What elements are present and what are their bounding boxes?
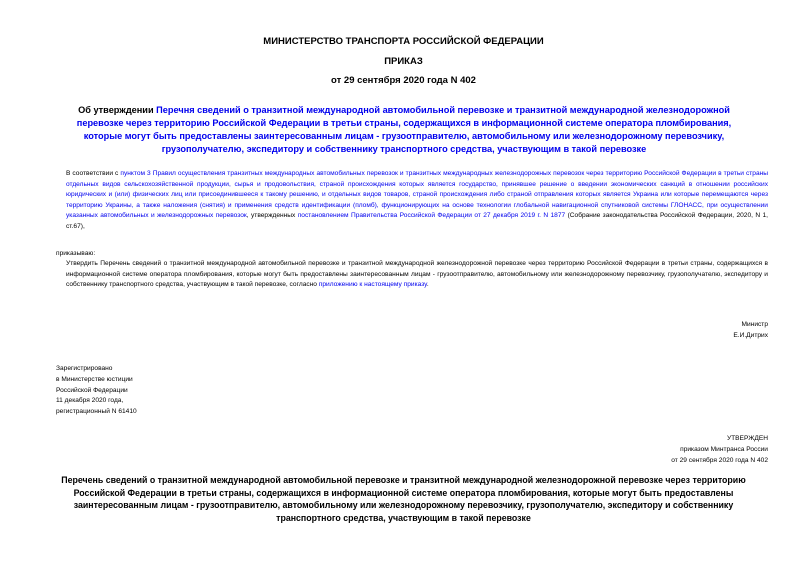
rules-link[interactable]: пунктом 3 Правил осуществления транзитных международных автомобильных перевозок и транзитных международных железнодорожных перевозок через территорию Российской Федерации в третьи страны отдельных видов сельскохозяйственной продукции, сырья и продовольствия, страной происхождения которых является государство, принявшее решение о введении экономических санкций в отношении российских юридических и (или) физических лиц или присоединившееся к такому решению, и отдельных видов товаров, страной происхождения либо страной отправления которых является Украина или которые перемещаются через территорию Украины, а также наложения (снятия) и применения средств идентификации (пломб), функционирующих на основе технологии глобальной навигационной спутниковой системы ГЛОНАСС, при осуществлении указанных автомобильных и железнодорожных перевозок [66, 170, 769, 220]
order-verb: приказываю: [56, 250, 96, 257]
order-date: от 29 сентября 2020 года N 402 [331, 75, 476, 86]
registration-block [56, 364, 137, 418]
approval-stamp [560, 433, 768, 466]
preamble-text-start: В соответствии с [66, 170, 121, 177]
appendix-title: Перечень сведений о транзитной международной автомобильной перевозке и транзитной международной железнодорожной перевозке через территорию Российской Федерации в третьи страны, содержащихся в информационной системе оператора пломбирования, которые могут быть предоставлены заинтересованным лицам - грузоотправителю, автомобильному или железнодорожному перевозчику, грузополучателю, экспедитору и собственнику транспортного средства, участвующим в такой перевозке [61, 475, 746, 523]
signature-block [600, 319, 768, 341]
decision-text: Утвердить Перечень сведений о транзитной международной автомобильной перевозке и транзитной международной железнодорожной перевозке через территорию Российской Федерации в третьи страны, содержащихся в информационной системе оператора пломбирования, которые могут быть предоставлены заинтересованным лицам - грузоотправителю, автомобильному или железнодорожному перевозчику, грузополучателю, экспедитору и собственнику транспортного средства, участвующим в такой перевозке, согласно [66, 260, 768, 289]
approval-line: УТВЕРЖДЕН [726, 435, 768, 442]
order-heading: ПРИКАЗ [384, 56, 423, 67]
appendix-link[interactable]: приложению к настоящему приказу [318, 281, 427, 289]
registration-line: Российской Федерации [56, 386, 128, 394]
approval-line: приказом Минтранса России [680, 446, 768, 453]
preamble-text-middle: , утвержденных [246, 212, 298, 220]
title-prefix: Об утверждении [78, 105, 157, 115]
registration-line: Зарегистрировано [56, 365, 113, 372]
decision-text-end: . [426, 281, 429, 289]
approval-line: от 29 сентября 2020 года N 402 [671, 457, 768, 464]
title-link[interactable]: Перечня сведений о транзитной международной автомобильной перевозке и транзитной международной железнодорожной перевозке через территорию Российской Федерации в третьи страны, содержащихся в информационной системе оператора пломбирования, которые могут быть предоставлены заинтересованным лицам - грузоотправителю, автомобильному или железнодорожному перевозчику, грузополучателю, экспедитору и собственнику транспортного средства, участвующим в такой перевозке [76, 105, 732, 154]
signer-position: Министр [741, 321, 768, 328]
registration-line: регистрационный N 61410 [56, 408, 137, 416]
preamble-paragraph [56, 169, 768, 233]
registration-line: в Министерстве юстиции [56, 375, 133, 383]
decision-paragraph [56, 259, 768, 291]
order-title [58, 104, 750, 156]
preamble-text-end: (Собрание законодательства Российской Федерации, 2020, N 1, ст.67), [66, 212, 769, 230]
signer-name: Е.И.Дитрих [733, 332, 768, 339]
ministry-heading: МИНИСТЕРСТВО ТРАНСПОРТА РОССИЙСКОЙ ФЕДЕРАЦИИ [263, 36, 544, 47]
registration-line: 11 декабря 2020 года, [56, 397, 124, 405]
resolution-link[interactable]: постановлением Правительства Российской Федерации от 27 декабря 2019 г. N 1877 [297, 212, 566, 220]
